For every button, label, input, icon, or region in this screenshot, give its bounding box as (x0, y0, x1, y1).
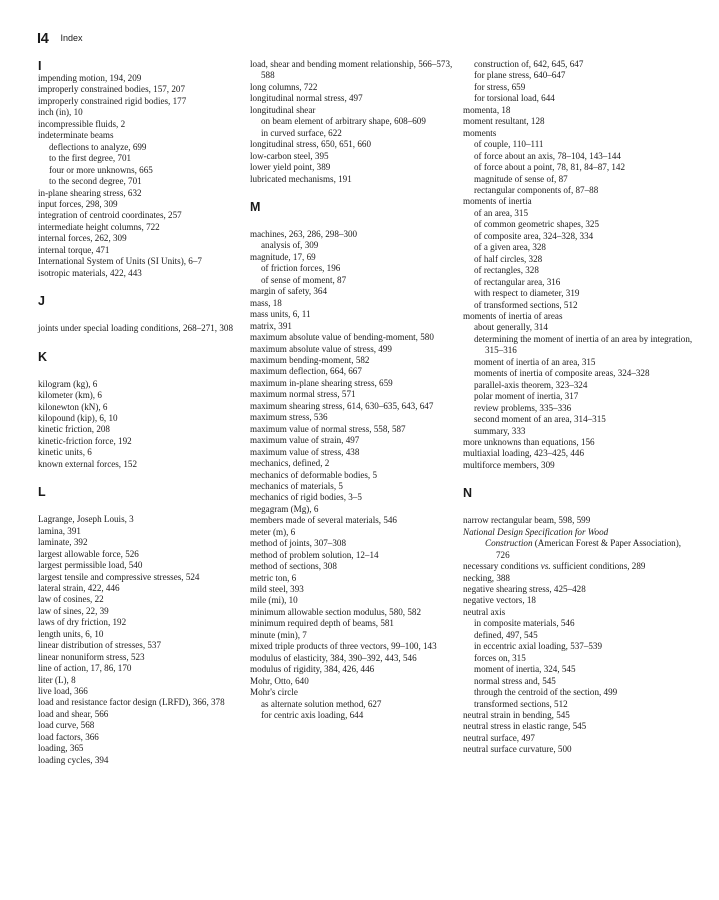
index-entry: maximum absolute value of bending-moment, 580 (250, 332, 434, 343)
section-gap (463, 471, 693, 486)
section-gap (38, 364, 251, 379)
index-entry: modulus of rigidity, 384, 426, 446 (250, 664, 375, 675)
index-entry: momenta, 18 (463, 104, 511, 115)
section-gap (250, 185, 460, 200)
index-entry: method of problem solution, 12–14 (250, 549, 379, 560)
index-entry: method of sections, 308 (250, 561, 337, 572)
section-letter: N (463, 486, 473, 501)
index-entry: load and resistance factor design (LRFD), 366, 378 (38, 697, 225, 708)
index-entry: Mohr, Otto, 640 (250, 675, 309, 686)
index-subentry: of an area, 315 (474, 207, 529, 218)
index-entry: maximum value of normal stress, 558, 587 (250, 423, 406, 434)
index-subentry: moment of inertia of an area, 315 (474, 356, 596, 367)
index-entry: mechanics of rigid bodies, 3–5 (250, 492, 362, 503)
index-subentry: of composite area, 324–328, 334 (474, 230, 594, 241)
index-subentry: of sense of moment, 87 (261, 274, 347, 285)
index-subentry: for torsional load, 644 (474, 93, 555, 104)
index-subentry: for plane stress, 640–647 (474, 70, 566, 81)
index-entry: mechanics of materials, 5 (250, 480, 343, 491)
index-entry: method of joints, 307–308 (250, 538, 346, 549)
index-subentry: on beam element of arbitrary shape, 608–609 (261, 116, 426, 127)
index-subentry: for stress, 659 (474, 81, 526, 92)
index-entry: incompressible fluids, 2 (38, 118, 126, 129)
index-subentry: summary, 333 (474, 425, 526, 436)
index-subentry: of transformed sections, 512 (474, 299, 578, 310)
index-entry: National Design Specification for Wood (463, 526, 609, 537)
index-entry: kilopound (kip), 6, 10 (38, 412, 118, 423)
index-entry: maximum shearing stress, 614, 630–635, 643, 647 (250, 400, 434, 411)
index-subentry: of half circles, 328 (474, 253, 543, 264)
index-subentry: about generally, 314 (474, 322, 548, 333)
index-entry: mass, 18 (250, 297, 282, 308)
index-subentry: moments of inertia of composite areas, 324–328 (474, 368, 650, 379)
index-subentry: defined, 497, 545 (474, 629, 538, 640)
index-subentry: of friction forces, 196 (261, 263, 341, 274)
index-entry: moments of inertia of areas (463, 310, 563, 321)
index-subentry: in composite materials, 546 (474, 618, 575, 629)
index-entry: indeterminate beams (38, 130, 114, 141)
italic-title: Construction (485, 538, 533, 549)
index-subentry: of rectangles, 328 (474, 265, 539, 276)
index-entry: neutral axis (463, 606, 506, 617)
index-subentry: with respect to diameter, 319 (474, 288, 580, 299)
section-letter: K (38, 349, 48, 364)
section-letter: J (38, 294, 45, 309)
index-entry: input forces, 298, 309 (38, 198, 118, 209)
index-subentry: through the centroid of the section, 499 (474, 687, 618, 698)
index-entry: linear distribution of stresses, 537 (38, 640, 162, 651)
section-letter: I (38, 59, 42, 73)
index-entry: metric ton, 6 (250, 572, 297, 583)
index-entry: integration of centroid coordinates, 257 (38, 210, 182, 221)
index-subentry: construction of, 642, 645, 647 (474, 59, 584, 69)
index-subentry: four or more unknowns, 665 (49, 164, 153, 175)
section-letter: M (250, 199, 261, 214)
index-entry: largest permissible load, 540 (38, 560, 143, 571)
index-entry: internal forces, 262, 309 (38, 233, 127, 244)
index-entry: multiaxial loading, 423–425, 446 (463, 448, 584, 459)
index-entry: longitudinal shear (250, 104, 316, 115)
index-subentry: analysis of, 309 (261, 240, 319, 251)
index-entry: margin of safety, 364 (250, 286, 328, 297)
index-entry: mechanics, defined, 2 (250, 458, 330, 469)
index-subentry: moment of inertia, 324, 545 (474, 664, 576, 675)
index-entry: low-carbon steel, 395 (250, 150, 329, 161)
index-entry: inch (in), 10 (38, 107, 83, 118)
index-subentry: of a given area, 328 (474, 242, 546, 253)
index-entry: mixed triple products of three vectors, 99–100, 143 (250, 641, 437, 652)
index-entry: mile (mi), 10 (250, 595, 298, 606)
index-entry: maximum normal stress, 571 (250, 389, 356, 400)
running-head: Index (60, 33, 83, 43)
index-entry: moments (463, 127, 497, 138)
index-subentry: of rectangular area, 316 (474, 276, 561, 287)
section-gap (38, 279, 251, 294)
index-entry: kinetic friction, 208 (38, 424, 110, 435)
index-entry: minimum required depth of beams, 581 (250, 618, 394, 629)
section-gap (38, 308, 251, 323)
index-entry: necessary conditions vs. sufficient conditions, 289 (463, 561, 646, 572)
index-entry: mild steel, 393 (250, 584, 304, 595)
index-entry: largest allowable force, 526 (38, 548, 139, 559)
index-entry: neutral surface curvature, 500 (463, 744, 572, 755)
index-entry: meter (m), 6 (250, 526, 296, 537)
index-entry: kilonewton (kN), 6 (38, 401, 108, 412)
index-entry: maximum deflection, 664, 667 (250, 366, 362, 377)
index-entry: improperly constrained rigid bodies, 177 (38, 95, 187, 106)
index-entry: length units, 6, 10 (38, 628, 104, 639)
index-subentry: deflections to analyze, 699 (49, 141, 147, 152)
index-entry: minute (min), 7 (250, 629, 307, 640)
section-gap (463, 500, 693, 515)
index-entry: joints under special loading conditions, 268–271, 308 (38, 323, 233, 334)
index-entry: in-plane shearing stress, 632 (38, 187, 142, 198)
index-entry: neutral strain in bending, 545 (463, 710, 570, 721)
index-subentry: to the first degree, 701 (49, 153, 132, 164)
index-subentry: determining the moment of inertia of an area by integration, 315–316 (474, 333, 693, 356)
index-entry: mechanics of deformable bodies, 5 (250, 469, 378, 480)
index-entry: loading, 365 (38, 743, 84, 754)
index-entry: members made of several materials, 546 (250, 515, 397, 526)
section-gap (250, 214, 460, 229)
index-entry: maximum absolute value of stress, 499 (250, 343, 392, 354)
index-entry: maximum value of stress, 438 (250, 446, 360, 457)
index-entry: magnitude, 17, 69 (250, 251, 316, 262)
index-entry: negative vectors, 18 (463, 595, 536, 606)
index-entry: liter (L), 8 (38, 674, 76, 685)
index-entry: load curve, 568 (38, 720, 95, 731)
index-subentry: of common geometric shapes, 325 (474, 219, 600, 230)
index-entry: moment resultant, 128 (463, 116, 545, 127)
index-subentry: of force about a point, 78, 81, 84–87, 142 (474, 162, 626, 173)
index-column-2 (250, 59, 460, 721)
index-entry: internal torque, 471 (38, 244, 110, 255)
section-gap (38, 470, 251, 485)
index-subentry: polar moment of inertia, 317 (474, 391, 579, 402)
index-entry: improperly constrained bodies, 157, 207 (38, 84, 185, 95)
index-subentry: of force about an axis, 78–104, 143–144 (474, 150, 621, 161)
index-entry: known external forces, 152 (38, 458, 137, 469)
index-column-1 (38, 59, 251, 766)
index-entry: load, shear and bending moment relationship, 566–573, 588 (250, 59, 453, 81)
index-entry: machines, 263, 286, 298–300 (250, 228, 358, 239)
index-entry: lamina, 391 (38, 525, 81, 536)
index-subentry: rectangular components of, 87–88 (474, 184, 599, 195)
index-subentry: as alternate solution method, 627 (261, 698, 382, 709)
index-entry: kilometer (km), 6 (38, 390, 102, 401)
index-entry: narrow rectangular beam, 598, 599 (463, 515, 591, 526)
index-entry: law of sines, 22, 39 (38, 605, 109, 616)
index-entry: maximum bending-moment, 582 (250, 354, 370, 365)
index-entry: longitudinal stress, 650, 651, 660 (250, 139, 371, 150)
index-entry: load factors, 366 (38, 731, 99, 742)
index-entry: necking, 388 (463, 572, 510, 583)
index-entry: laws of dry friction, 192 (38, 617, 127, 628)
index-entry: intermediate height columns, 722 (38, 221, 160, 232)
index-continuation: Construction (American Forest & Paper Association), 726 (485, 538, 681, 560)
index-entry: largest tensile and compressive stresses, 524 (38, 571, 200, 582)
index-entry: maximum value of strain, 497 (250, 435, 360, 446)
index-entry: live load, 366 (38, 686, 88, 697)
index-subentry: magnitude of sense of, 87 (474, 173, 568, 184)
index-entry: lubricated mechanisms, 191 (250, 173, 352, 184)
index-entry: laminate, 392 (38, 537, 88, 548)
index-entry: multiforce members, 309 (463, 459, 555, 470)
index-entry: neutral surface, 497 (463, 732, 535, 743)
index-subentry: review problems, 335–336 (474, 402, 572, 413)
index-subentry: forces on, 315 (474, 652, 526, 663)
index-entry: minimum allowable section modulus, 580, 582 (250, 606, 421, 617)
section-gap (38, 499, 251, 514)
index-entry: kilogram (kg), 6 (38, 378, 98, 389)
index-subentry: of couple, 110–111 (474, 139, 544, 150)
index-subentry: parallel-axis theorem, 323–324 (474, 379, 588, 390)
index-entry: law of cosines, 22 (38, 594, 104, 605)
index-entry: isotropic materials, 422, 443 (38, 267, 142, 278)
index-subentry: normal stress and, 545 (474, 675, 556, 686)
index-entry: lateral strain, 422, 446 (38, 582, 120, 593)
index-entry: loading cycles, 394 (38, 754, 109, 765)
index-entry: load and shear, 566 (38, 708, 109, 719)
page-header (37, 31, 83, 47)
index-entry: matrix, 391 (250, 320, 292, 331)
index-entry: moments of inertia (463, 196, 532, 207)
index-subentry: for centric axis loading, 644 (261, 710, 364, 721)
index-entry: maximum stress, 536 (250, 412, 328, 423)
index-entry: linear nonuniform stress, 523 (38, 651, 145, 662)
index-entry: modulus of elasticity, 384, 390–392, 443, 546 (250, 652, 417, 663)
index-entry: more unknowns than equations, 156 (463, 436, 595, 447)
index-entry: lower yield point, 389 (250, 162, 331, 173)
index-entry: impending motion, 194, 209 (38, 73, 142, 83)
index-entry: International System of Units (SI Units), 6–7 (38, 256, 202, 267)
index-subentry: in curved surface, 622 (261, 127, 342, 138)
index-entry: neutral stress in elastic range, 545 (463, 721, 587, 732)
index-entry: mass units, 6, 11 (250, 309, 311, 320)
index-entry: maximum in-plane shearing stress, 659 (250, 377, 393, 388)
index-entry: megagram (Mg), 6 (250, 503, 319, 514)
section-letter: L (38, 485, 46, 500)
section-gap (38, 335, 251, 350)
page-number: I4 (37, 31, 49, 47)
index-entry: longitudinal normal stress, 497 (250, 93, 363, 104)
index-entry: long columns, 722 (250, 81, 318, 92)
index-entry: negative shearing stress, 425–428 (463, 584, 586, 595)
italic-word: vs. (540, 561, 551, 572)
index-entry: Mohr's circle (250, 687, 298, 698)
index-subentry: in eccentric axial loading, 537–539 (474, 641, 603, 652)
index-subentry: to the second degree, 701 (49, 176, 142, 187)
index-entry: kinetic units, 6 (38, 447, 92, 458)
index-entry: line of action, 17, 86, 170 (38, 663, 132, 674)
index-subentry: transformed sections, 512 (474, 698, 568, 709)
index-entry: kinetic-friction force, 192 (38, 435, 132, 446)
index-subentry: second moment of an area, 314–315 (474, 414, 606, 425)
index-column-3 (463, 59, 693, 756)
index-entry: Lagrange, Joseph Louis, 3 (38, 514, 134, 525)
